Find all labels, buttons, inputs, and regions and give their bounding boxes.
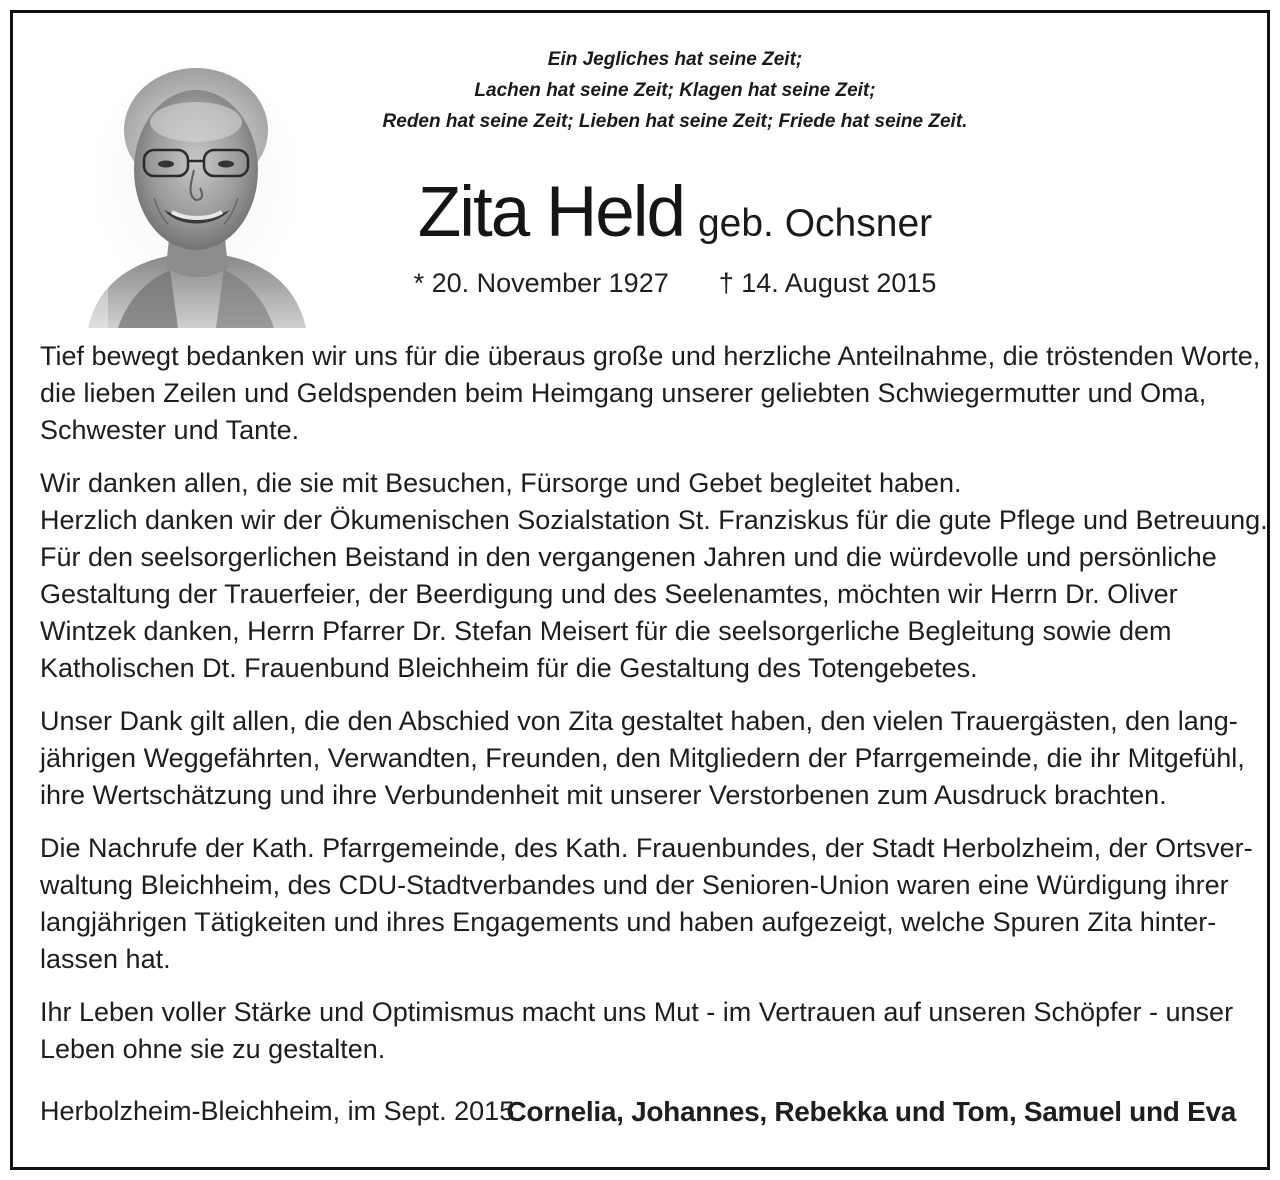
text-line: Tief bewegt bedanken wir uns für die überaus große und herzliche Anteilnahme, die tröstenden Worte, — [40, 341, 1261, 371]
motto-quote — [330, 44, 1020, 137]
text-line: Für den seelsorgerlichen Beistand in den vergangenen Jahren und die würdevolle und persönliche — [40, 542, 1217, 572]
text-line: Wintzek danken, Herrn Pfarrer Dr. Stefan Meisert für die seelsorgerliche Begleitung sowie dem — [40, 616, 1172, 646]
death-date: † 14. August 2015 — [718, 268, 937, 298]
text-line: die lieben Zeilen und Geldspenden beim Heimgang unserer geliebten Schwiegermutter und Oma, — [40, 378, 1207, 408]
text-line: Schwester und Tante. — [40, 415, 300, 445]
birth-date: * 20. November 1927 — [413, 268, 669, 298]
text-line: Gestaltung der Trauerfeier, der Beerdigung und des Seelenamtes, möchten wir Herrn Dr. Oliver — [40, 579, 1178, 609]
portrait-photo — [78, 58, 314, 328]
thank-you-text — [40, 338, 1268, 1084]
name-heading — [330, 172, 1020, 253]
paragraph — [40, 830, 1254, 978]
text-line: Unser Dank gilt allen, die den Abschied von Zita gestaltet haben, den vielen Trauergästen, den lang- — [40, 706, 1238, 736]
text-line: Leben ohne sie zu gestalten. — [40, 1034, 386, 1064]
text-line: waltung Bleichheim, des CDU-Stadtverbandes und der Senioren-Union waren eine Würdigung ihrer — [40, 870, 1229, 900]
life-dates — [330, 268, 1020, 299]
signatories: Cornelia, Johannes, Rebekka und Tom, Samuel und Eva — [506, 1096, 1236, 1127]
paragraph — [40, 703, 1254, 814]
text-line: Katholischen Dt. Frauenbund Bleichheim für die Gestaltung des Totengebetes. — [40, 653, 978, 683]
text-line: Wir danken allen, die sie mit Besuchen, Fürsorge und Gebet begleitet haben. — [40, 468, 962, 498]
text-line: jährigen Weggefährten, Verwandten, Freunden, den Mitgliedern der Pfarrgemeinde, die ihr Mitgefühl, — [40, 743, 1245, 773]
paragraph — [40, 994, 1254, 1068]
text-line: langjährigen Tätigkeiten und ihres Engagements und haben aufgezeigt, welche Spuren Zita hinter- — [40, 907, 1217, 937]
text-line: Die Nachrufe der Kath. Pfarrgemeinde, des Kath. Frauenbundes, der Stadt Herbolzheim, der Ortsver- — [40, 833, 1253, 863]
place-and-date: Herbolzheim-Bleichheim, im Sept. 2015 — [40, 1096, 515, 1126]
maiden-name: geb. Ochsner — [697, 202, 933, 245]
motto-line: Reden hat seine Zeit; Lieben hat seine Zeit; Friede hat seine Zeit. — [382, 111, 968, 132]
paragraph — [40, 465, 1268, 687]
text-line: ihre Wertschätzung und ihre Verbundenheit mit unserer Verstorbenen zum Ausdruck brachten. — [40, 780, 1167, 810]
paragraph — [40, 338, 1261, 449]
deceased-name: Zita Held — [417, 173, 684, 252]
motto-line: Lachen hat seine Zeit; Klagen hat seine Zeit; — [474, 80, 876, 101]
text-line: lassen hat. — [40, 944, 171, 974]
motto-line: Ein Jegliches hat seine Zeit; — [547, 49, 803, 70]
text-line: Herzlich danken wir der Ökumenischen Sozialstation St. Franziskus für die gute Pflege und Betreuung. — [40, 505, 1268, 535]
text-line: Ihr Leben voller Stärke und Optimismus macht uns Mut - im Vertrauen auf unseren Schöpfer - unser — [40, 997, 1234, 1027]
